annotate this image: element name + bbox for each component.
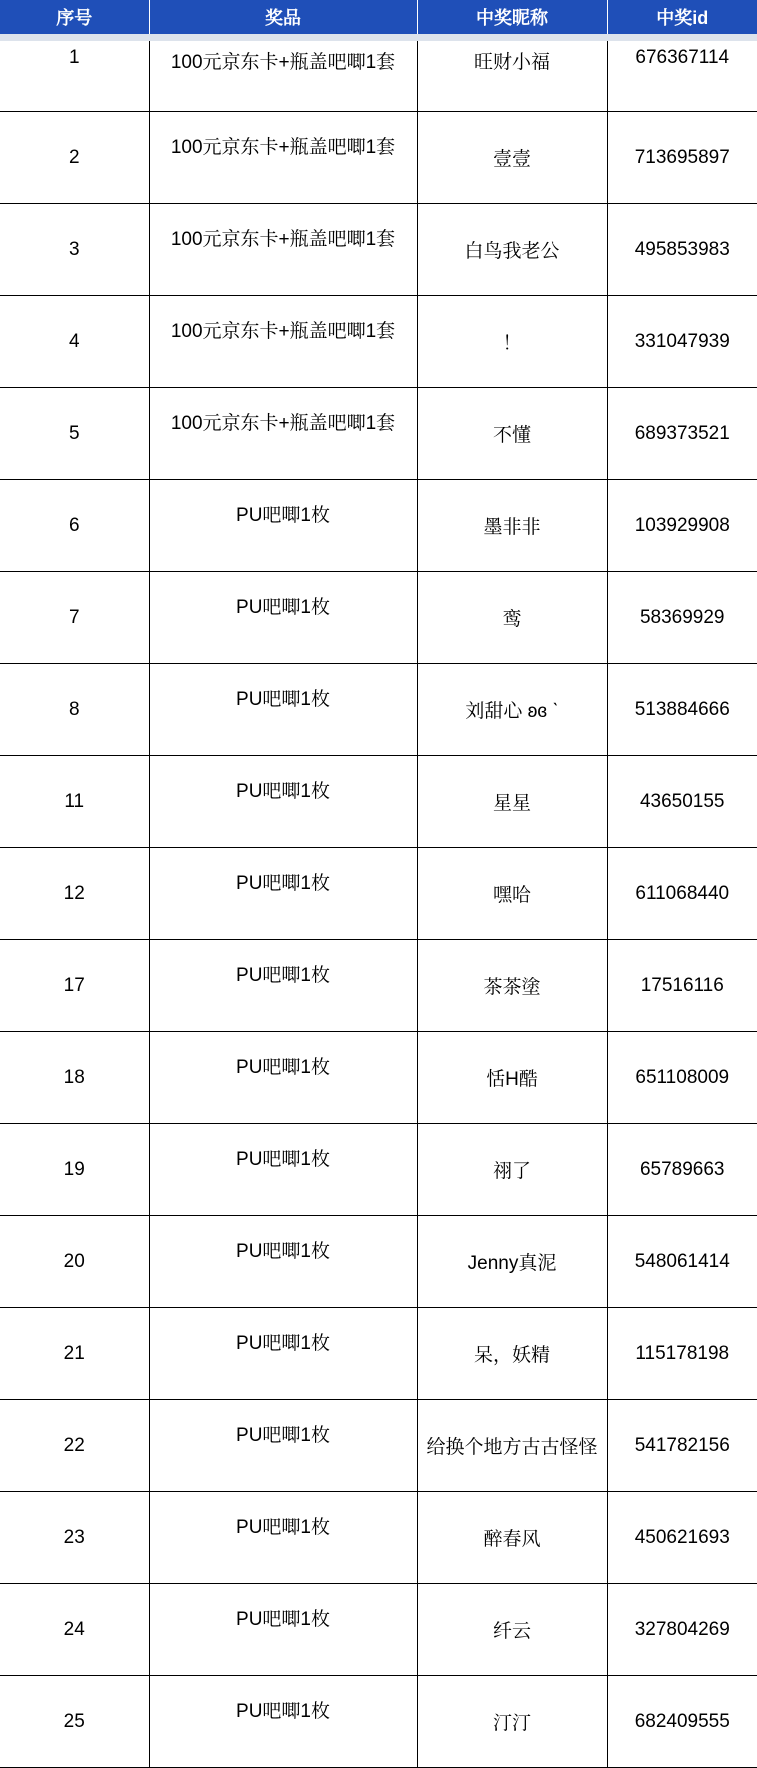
- cell-nickname: 纤云: [417, 1584, 607, 1676]
- cell-id: 43650155: [607, 756, 757, 848]
- cell-nickname: 给换个地方古古怪怪: [417, 1400, 607, 1492]
- cell-prize: PU吧唧1枚: [149, 1676, 417, 1768]
- cell-nickname: 祤了: [417, 1124, 607, 1216]
- cell-prize: PU吧唧1枚: [149, 1584, 417, 1676]
- cell-no: 8: [0, 664, 149, 756]
- cell-no: 20: [0, 1216, 149, 1308]
- cell-nickname: 白鸟我老公: [417, 204, 607, 296]
- cell-prize: 100元京东卡+瓶盖吧唧1套: [149, 204, 417, 296]
- cell-id: 651108009: [607, 1032, 757, 1124]
- cell-prize: PU吧唧1枚: [149, 756, 417, 848]
- cell-no: 1: [0, 41, 149, 112]
- cell-prize: PU吧唧1枚: [149, 1216, 417, 1308]
- cell-no: 5: [0, 388, 149, 480]
- cell-nickname: 呆，妖精: [417, 1308, 607, 1400]
- cell-nickname: 汀汀: [417, 1676, 607, 1768]
- cell-nickname: 星星: [417, 756, 607, 848]
- cell-prize: PU吧唧1枚: [149, 1124, 417, 1216]
- cell-prize: PU吧唧1枚: [149, 572, 417, 664]
- header-prize: 奖品: [149, 0, 417, 34]
- table-row: [0, 112, 757, 204]
- cell-id: 58369929: [607, 572, 757, 664]
- cell-no: 17: [0, 940, 149, 1032]
- table-body: [0, 41, 757, 1768]
- cell-nickname: 嘿哈: [417, 848, 607, 940]
- cell-nickname: 壹壹: [417, 112, 607, 204]
- cell-no: 25: [0, 1676, 149, 1768]
- cell-prize: PU吧唧1枚: [149, 1032, 417, 1124]
- cell-nickname: 旺财小福: [417, 41, 607, 112]
- cell-id: 689373521: [607, 388, 757, 480]
- cell-nickname: ！: [417, 296, 607, 388]
- table-row: [0, 41, 757, 112]
- table-header: [0, 0, 757, 41]
- table-row: [0, 1032, 757, 1124]
- table-row: [0, 1676, 757, 1768]
- cell-prize: 100元京东卡+瓶盖吧唧1套: [149, 296, 417, 388]
- cell-no: 23: [0, 1492, 149, 1584]
- table-row: [0, 388, 757, 480]
- table-row: [0, 1584, 757, 1676]
- cell-nickname: 醉春风: [417, 1492, 607, 1584]
- cell-prize: 100元京东卡+瓶盖吧唧1套: [149, 388, 417, 480]
- cell-id: 17516116: [607, 940, 757, 1032]
- cell-prize: PU吧唧1枚: [149, 1400, 417, 1492]
- table-row: [0, 1400, 757, 1492]
- cell-no: 2: [0, 112, 149, 204]
- cell-id: 450621693: [607, 1492, 757, 1584]
- table-row: [0, 1308, 757, 1400]
- cell-id: 611068440: [607, 848, 757, 940]
- cell-no: 6: [0, 480, 149, 572]
- cell-id: 115178198: [607, 1308, 757, 1400]
- cell-prize: 100元京东卡+瓶盖吧唧1套: [149, 41, 417, 112]
- cell-id: 682409555: [607, 1676, 757, 1768]
- header-no: 序号: [0, 0, 149, 34]
- cell-prize: PU吧唧1枚: [149, 1492, 417, 1584]
- cell-id: 103929908: [607, 480, 757, 572]
- cell-no: 12: [0, 848, 149, 940]
- table-row: [0, 1124, 757, 1216]
- cell-id: 327804269: [607, 1584, 757, 1676]
- cell-no: 7: [0, 572, 149, 664]
- cell-id: 676367114: [607, 41, 757, 112]
- header-divider-band: [0, 34, 757, 41]
- cell-no: 21: [0, 1308, 149, 1400]
- table-row: [0, 204, 757, 296]
- cell-no: 24: [0, 1584, 149, 1676]
- cell-id: 548061414: [607, 1216, 757, 1308]
- cell-id: 541782156: [607, 1400, 757, 1492]
- cell-nickname: 墨非非: [417, 480, 607, 572]
- cell-nickname: 刘甜心 ʚɞ ˋ: [417, 664, 607, 756]
- table-row: [0, 1492, 757, 1584]
- cell-nickname: 鸾: [417, 572, 607, 664]
- cell-id: 495853983: [607, 204, 757, 296]
- table-row: [0, 848, 757, 940]
- cell-prize: PU吧唧1枚: [149, 848, 417, 940]
- cell-no: 18: [0, 1032, 149, 1124]
- table-row: [0, 1216, 757, 1308]
- cell-nickname: 恬H酷: [417, 1032, 607, 1124]
- cell-nickname: 不懂: [417, 388, 607, 480]
- cell-prize: PU吧唧1枚: [149, 940, 417, 1032]
- cell-no: 3: [0, 204, 149, 296]
- cell-nickname: 茶茶塗: [417, 940, 607, 1032]
- cell-no: 19: [0, 1124, 149, 1216]
- table-row: [0, 296, 757, 388]
- cell-prize: 100元京东卡+瓶盖吧唧1套: [149, 112, 417, 204]
- cell-id: 513884666: [607, 664, 757, 756]
- cell-id: 65789663: [607, 1124, 757, 1216]
- cell-no: 4: [0, 296, 149, 388]
- table-row: [0, 664, 757, 756]
- table-row: [0, 572, 757, 664]
- cell-no: 22: [0, 1400, 149, 1492]
- cell-id: 713695897: [607, 112, 757, 204]
- table-row: [0, 756, 757, 848]
- cell-prize: PU吧唧1枚: [149, 664, 417, 756]
- cell-nickname: Jenny真泥: [417, 1216, 607, 1308]
- cell-id: 331047939: [607, 296, 757, 388]
- header-id: 中奖id: [607, 0, 757, 34]
- cell-prize: PU吧唧1枚: [149, 480, 417, 572]
- table-row: [0, 480, 757, 572]
- cell-no: 11: [0, 756, 149, 848]
- table-row: [0, 940, 757, 1032]
- header-nickname: 中奖昵称: [417, 0, 607, 34]
- cell-prize: PU吧唧1枚: [149, 1308, 417, 1400]
